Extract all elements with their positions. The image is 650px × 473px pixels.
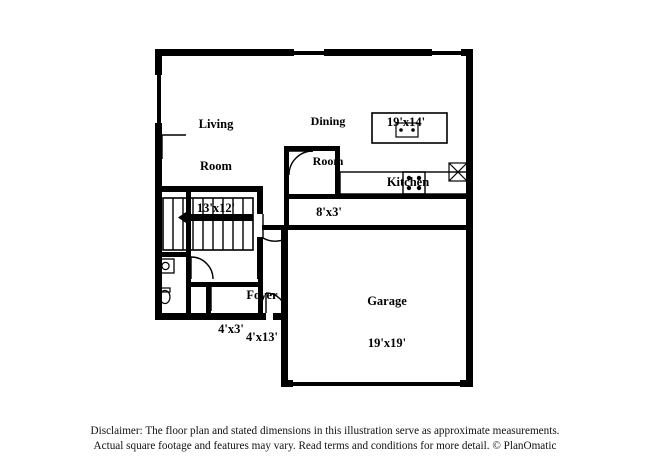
living-room-dimensions: 13'x12' xyxy=(196,201,236,215)
living-room-name-line2: Room xyxy=(200,159,232,173)
garage-name: Garage xyxy=(367,294,407,308)
closet-b-dimensions: 4'x3' xyxy=(218,322,244,336)
dining-room-name-line1: Dining xyxy=(310,113,346,128)
dining-room-name-line2: Room xyxy=(312,154,344,169)
garage-dimensions: 19'x19' xyxy=(367,336,407,350)
disclaimer xyxy=(0,424,650,454)
kitchen-name: Kitchen xyxy=(386,175,430,189)
foyer-dimensions: 4'x13' xyxy=(246,330,278,344)
disclaimer-line-1: Disclaimer: The floor plan and stated dimensions in this illustration serve as approximate measurements. xyxy=(90,425,560,437)
kitchen-dimensions: 19'x14' xyxy=(386,115,426,129)
disclaimer-line-2: Actual square footage and features may vary. Read terms and conditions for more detail. © PlanOmatic xyxy=(93,440,557,453)
closet-a-dimensions: 8'x3' xyxy=(316,205,342,219)
foyer-name: Foyer xyxy=(246,288,278,302)
living-room-name-line1: Living xyxy=(198,117,234,131)
